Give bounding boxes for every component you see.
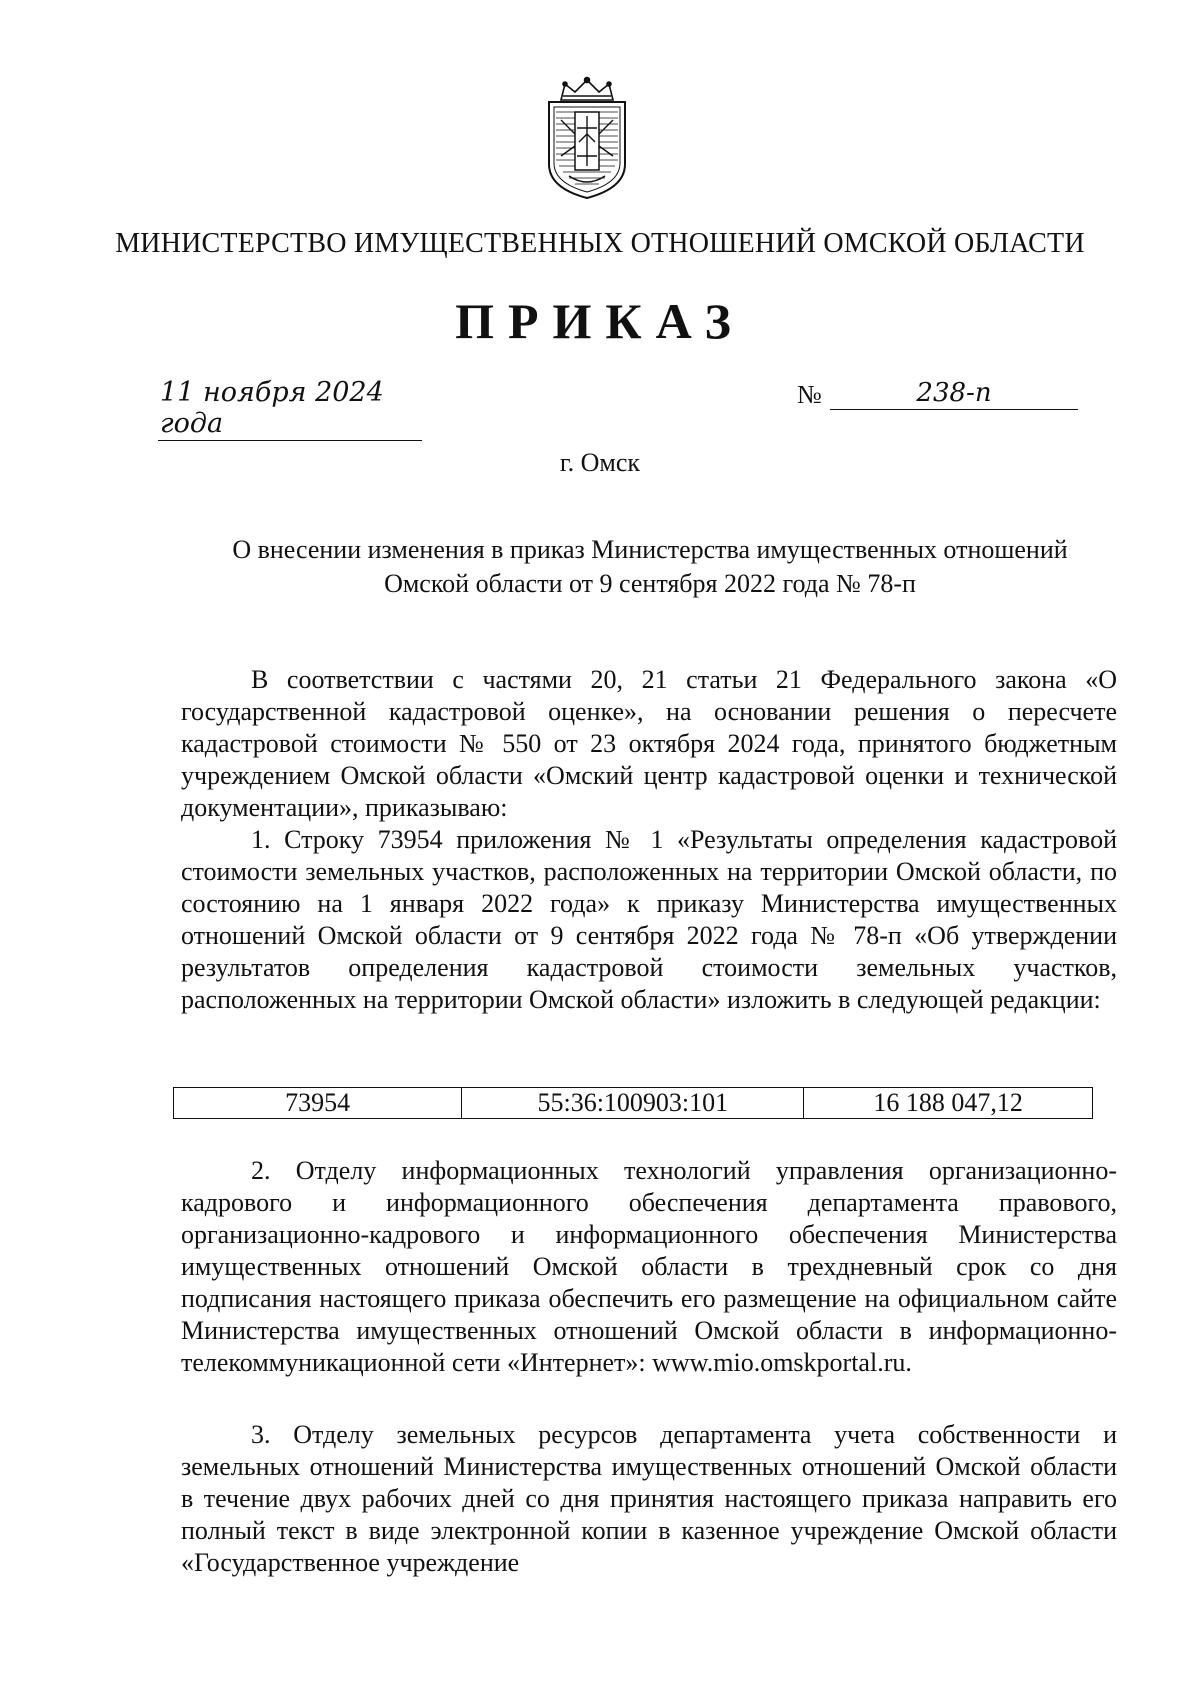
cadastral-value-cell: 16 188 047,12 bbox=[804, 1088, 1093, 1119]
cadastral-value-table bbox=[173, 1087, 1093, 1119]
row-number-cell: 73954 bbox=[174, 1088, 462, 1119]
cadastral-number-cell: 55:36:100903:101 bbox=[462, 1088, 804, 1119]
document-city: г. Омск bbox=[559, 448, 641, 477]
item-1-paragraph: 1. Строку 73954 приложения № 1 «Результаты определения кадастровой стоимости земельных участков, расположенных на территории Омской области, по состоянию на 1 января 2022 года» к приказу Министерства имущественных отношений Омской области от 9 сентября 2022 года № 78-п «Об утверждении результатов определения кадастровой стоимости земельных участков, расположенных на территории Омской области» изложить в следующей редакции: bbox=[181, 825, 1117, 1014]
document-subject bbox=[190, 533, 1110, 601]
ministry-name: МИНИСТЕРСТВО ИМУЩЕСТВЕННЫХ ОТНОШЕНИЙ ОМСКОЙ ОБЛАСТИ bbox=[115, 228, 1085, 259]
item-2-paragraph: 2. Отделу информационных технологий управления организационно-кадрового и информационного обеспечения департамента правового, организационно-кадрового и информационного обеспечения Министерства имущественных отношений Омской области в трехдневный срок со дня подписания настоящего приказа обеспечить его размещение на официальном сайте Министерства имущественных отношений Омской области в информационно-телекоммуникационной сети «Интернет»: www.mio.omskportal.ru. bbox=[181, 1156, 1117, 1377]
subject-line-2: Омской области от 9 сентября 2022 года № 78-п bbox=[384, 569, 916, 598]
document-title: ПРИКАЗ bbox=[455, 293, 745, 349]
subject-line-1: О внесении изменения в приказ Министерства имущественных отношений bbox=[232, 535, 1068, 564]
item-3-paragraph: 3. Отделу земельных ресурсов департамента учета собственности и земельных отношений Министерства имущественных отношений Омской области в течение двух рабочих дней со дня принятия настоящего приказа направить его полный текст в виде электронной копии в казенное учреждение Омской области «Государственное учреждение bbox=[181, 1420, 1117, 1577]
coat-of-arms-emblem bbox=[539, 76, 635, 202]
document-date: 11 ноября 2024 года bbox=[158, 377, 422, 441]
document-number: 238-п bbox=[830, 378, 1078, 410]
preamble-paragraph: В соответствии с частями 20, 21 статьи 21 Федерального закона «О государственной кадастровой оценке», на основании решения о пересчете кадастровой стоимости № 550 от 23 октября 2024 года, принятого бюджетным учреждением Омской области «Омский центр кадастровой оценки и технической документации», приказываю: bbox=[181, 665, 1117, 822]
table-row bbox=[174, 1088, 1093, 1119]
number-label: № bbox=[797, 380, 822, 409]
